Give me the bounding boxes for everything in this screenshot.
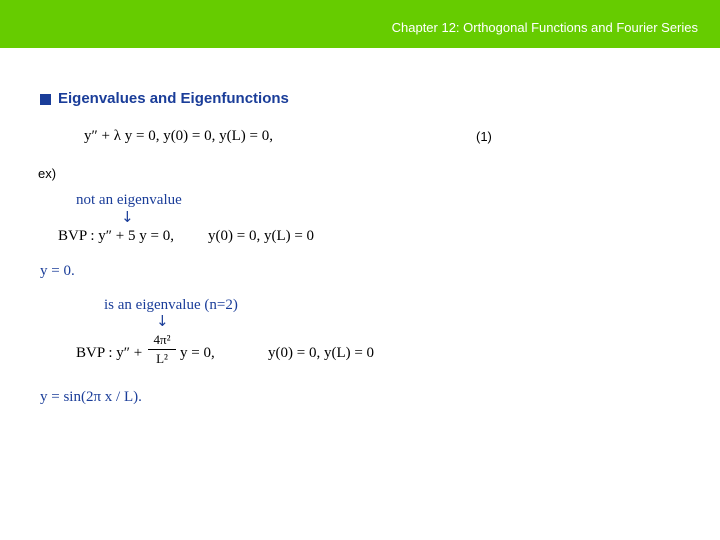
header-bar — [0, 0, 720, 48]
bvp-2-boundary-conditions: y(0) = 0, y(L) = 0 — [268, 345, 375, 361]
fraction-numerator: 4π² — [148, 332, 176, 350]
down-arrow-icon: ↓ — [156, 312, 169, 330]
example-label: ex) — [38, 166, 57, 181]
section-title: Eigenvalues and Eigenfunctions — [58, 90, 289, 107]
annotation-is-eigenvalue: is an eigenvalue (n=2) — [104, 297, 238, 313]
bvp-1-equation: BVP : y″ + 5 y = 0, — [58, 228, 174, 244]
equation-number: (1) — [476, 129, 492, 144]
solution-2: y = sin(2π x / L). — [40, 389, 142, 405]
bvp-2-lhs: BVP : y″ + — [76, 345, 143, 361]
solution-1: y = 0. — [40, 263, 75, 279]
bvp-1-boundary-conditions: y(0) = 0, y(L) = 0 — [208, 228, 315, 244]
down-arrow-icon: ↓ — [121, 208, 134, 226]
section-bullet-icon — [40, 94, 51, 105]
annotation-not-eigenvalue: not an eigenvalue — [76, 192, 182, 208]
equation-1: y″ + λ y = 0, y(0) = 0, y(L) = 0, — [84, 128, 274, 144]
fraction-denominator: L² — [156, 351, 168, 366]
page-title: Chapter 12: Orthogonal Functions and Fourier Series — [391, 20, 698, 35]
bvp-2-fraction — [148, 332, 176, 367]
bvp-2-rhs: y = 0, — [180, 345, 215, 361]
